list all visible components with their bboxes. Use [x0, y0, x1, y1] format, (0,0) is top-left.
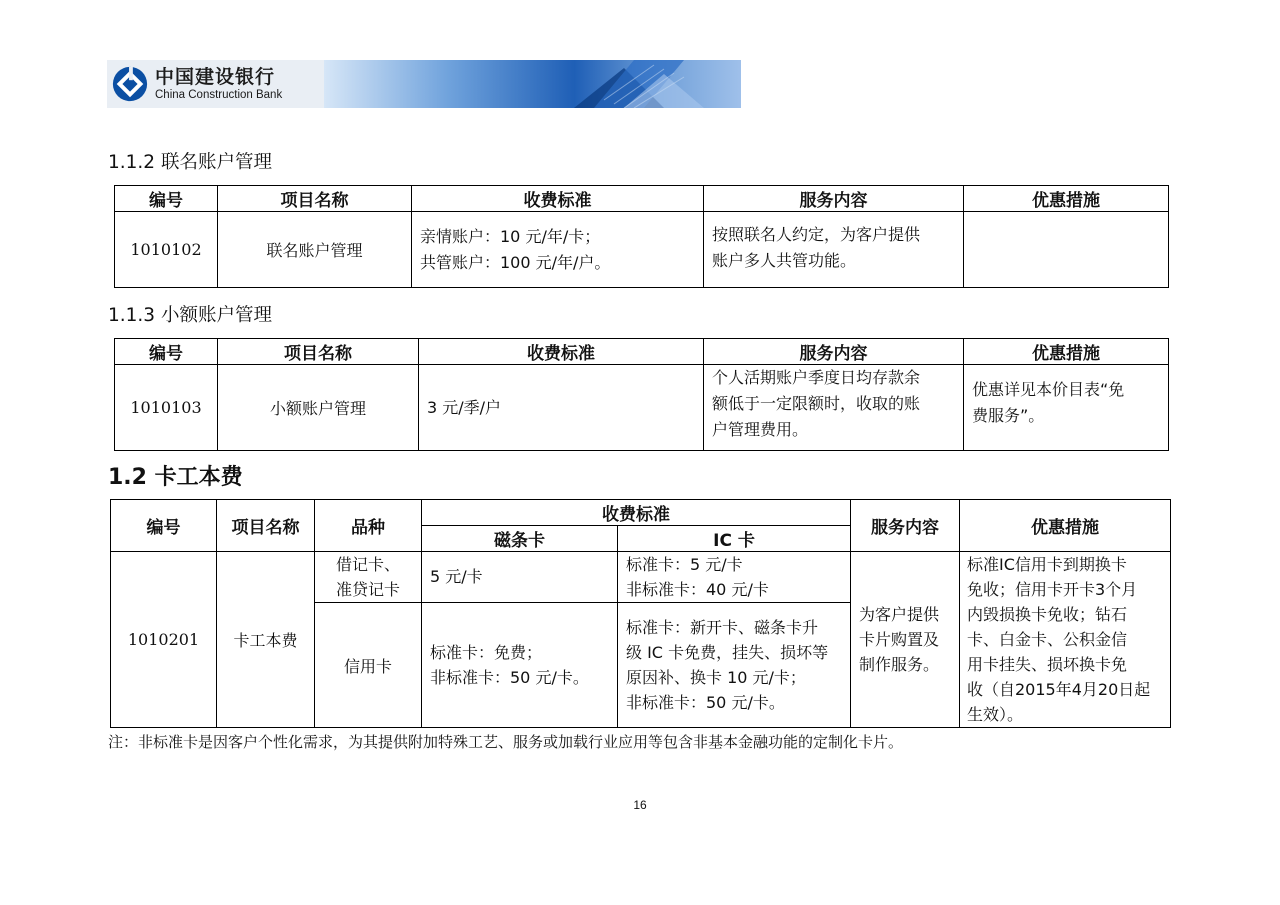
ic-line: 级 IC 卡免费，挂失、损坏等: [626, 643, 829, 663]
item-code: 1010102: [115, 212, 218, 288]
variety-line: 借记卡、: [335, 555, 400, 575]
col-header-name: 项目名称: [218, 339, 419, 365]
mag-line: 标准卡：免费；: [430, 643, 543, 663]
discount-line: 优惠详见本价目表“免: [972, 380, 1125, 399]
small-account-table: [114, 338, 1169, 451]
discount-cell: [960, 552, 1171, 728]
service-line: 户管理费用。: [712, 420, 809, 439]
fee-line: 共管账户：100 元/年/户。: [420, 252, 611, 272]
discount-line: 内毁损换卡免收；钻石: [967, 605, 1128, 624]
service-cell: [851, 552, 960, 728]
discount-cell: [964, 365, 1169, 451]
page-number: 16: [633, 798, 647, 812]
col-header-mag: 磁条卡: [422, 526, 618, 552]
col-header-ic: IC 卡: [618, 526, 851, 552]
ic-fee-credit: [618, 603, 851, 728]
ic-line: 标准卡：5 元/卡: [626, 555, 743, 575]
item-name: 联名账户管理: [218, 212, 412, 288]
ic-line: 原因补、换卡 10 元/卡；: [626, 668, 806, 688]
col-header-code: 编号: [111, 500, 217, 552]
ic-line: 非标准卡：40 元/卡: [626, 580, 769, 600]
col-header-variety: 品种: [315, 500, 422, 552]
discount-line: 收（自2015年4月20日起: [967, 680, 1151, 699]
item-code: 1010201: [111, 552, 217, 728]
item-name: 卡工本费: [217, 552, 315, 728]
page-header: [107, 60, 741, 108]
building-graphic: [324, 60, 741, 108]
mag-line: 非标准卡：50 元/卡。: [430, 668, 589, 688]
fee-line: 亲情账户：10 元/年/卡；: [420, 226, 601, 246]
col-header-discount: 优惠措施: [960, 500, 1171, 552]
col-header-fee: 收费标准: [422, 500, 851, 526]
ccb-logo-icon: [111, 65, 149, 103]
col-header-name: 项目名称: [217, 500, 315, 552]
discount-line: 生效）。: [967, 705, 1024, 724]
card-fee-table: [110, 499, 1171, 728]
service-line: 额低于一定限额时，收取的账: [712, 394, 921, 413]
discount-line: 费服务”。: [972, 406, 1045, 425]
service-line: 制作服务。: [859, 655, 940, 674]
col-header-code: 编号: [115, 339, 218, 365]
service-cell: [704, 212, 964, 288]
fee-cell: 3 元/季/户: [419, 365, 704, 451]
section-title-1-1-2: 1.1.2 联名账户管理: [108, 152, 272, 173]
col-header-code: 编号: [115, 186, 218, 212]
discount-line: 卡、白金卡、公积金信: [967, 630, 1128, 649]
service-line: 为客户提供: [859, 605, 940, 624]
bank-name-cn: 中国建设银行: [155, 66, 276, 88]
variety-line: 准贷记卡: [335, 580, 400, 600]
ic-line: 非标准卡：50 元/卡。: [626, 693, 785, 713]
col-header-discount: 优惠措施: [964, 339, 1169, 365]
discount-line: 免收；信用卡开卡3个月: [967, 580, 1138, 599]
bank-name-en: China Construction Bank: [155, 89, 283, 101]
service-line: 卡片购置及: [859, 630, 940, 649]
service-cell: [704, 365, 964, 451]
mag-fee-debit: 5 元/卡: [422, 552, 618, 603]
section-title-1-2: 1.2 卡工本费: [108, 465, 243, 490]
col-header-name: 项目名称: [218, 186, 412, 212]
col-header-service: 服务内容: [851, 500, 960, 552]
variety-credit: 信用卡: [315, 603, 422, 728]
service-line: 账户多人共管功能。: [712, 251, 857, 270]
joint-account-table: [114, 185, 1169, 288]
item-code: 1010103: [115, 365, 218, 451]
footnote: 注：非标准卡是因客户个性化需求，为其提供附加特殊工艺、服务或加载行业应用等包含非基本金融功能的定制化卡片。: [108, 733, 904, 751]
bank-logo: [107, 60, 324, 108]
col-header-fee: 收费标准: [419, 339, 704, 365]
col-header-discount: 优惠措施: [964, 186, 1169, 212]
discount-cell: [964, 212, 1169, 288]
header-banner: [324, 60, 741, 108]
section-title-1-1-3: 1.1.3 小额账户管理: [108, 305, 272, 326]
item-name: 小额账户管理: [218, 365, 419, 451]
ic-fee-debit: [618, 552, 851, 603]
ic-line: 标准卡：新开卡、磁条卡升: [626, 618, 819, 638]
mag-fee-credit: [422, 603, 618, 728]
col-header-service: 服务内容: [704, 339, 964, 365]
service-line: 按照联名人约定，为客户提供: [712, 225, 921, 244]
variety-debit: [315, 552, 422, 603]
col-header-service: 服务内容: [704, 186, 964, 212]
col-header-fee: 收费标准: [412, 186, 704, 212]
discount-line: 用卡挂失、损坏换卡免: [967, 655, 1128, 674]
service-line: 个人活期账户季度日均存款余: [712, 368, 921, 387]
discount-line: 标准IC信用卡到期换卡: [967, 555, 1127, 574]
fee-cell: [412, 212, 704, 288]
